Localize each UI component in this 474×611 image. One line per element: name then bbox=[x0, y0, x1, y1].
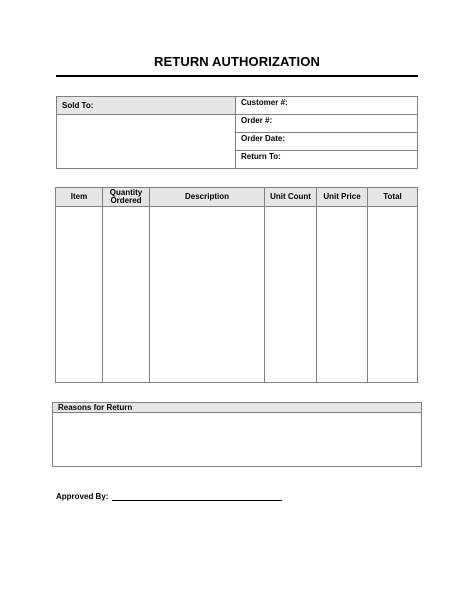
column-body-unit-count[interactable] bbox=[265, 207, 316, 382]
column-header-total: Total bbox=[368, 188, 417, 207]
sold-to-field[interactable] bbox=[57, 115, 236, 168]
column-body-item[interactable] bbox=[56, 207, 102, 382]
column-description bbox=[150, 188, 265, 382]
sold-to-label: Sold To: bbox=[57, 97, 236, 115]
column-unit-count bbox=[265, 188, 317, 382]
column-total bbox=[368, 188, 417, 382]
order-date-field[interactable] bbox=[236, 133, 417, 151]
approval-row bbox=[56, 492, 282, 501]
return-to-label: Return To: bbox=[241, 152, 281, 161]
reasons-box bbox=[52, 402, 422, 467]
order-number-field[interactable] bbox=[236, 115, 417, 133]
order-info-column bbox=[236, 97, 417, 168]
column-body-unit-price[interactable] bbox=[317, 207, 367, 382]
column-header-item: Item bbox=[56, 188, 102, 207]
order-number-label: Order #: bbox=[241, 116, 273, 125]
document-title: RETURN AUTHORIZATION bbox=[154, 54, 320, 69]
column-header-unit-price: Unit Price bbox=[317, 188, 367, 207]
column-item bbox=[56, 188, 103, 382]
order-date-label: Order Date: bbox=[241, 134, 286, 143]
customer-number-label: Customer #: bbox=[241, 98, 288, 107]
header-block bbox=[56, 96, 418, 169]
column-unit-price bbox=[317, 188, 368, 382]
return-to-field[interactable] bbox=[236, 151, 417, 168]
column-quantity bbox=[103, 188, 150, 382]
column-body-total[interactable] bbox=[368, 207, 417, 382]
column-body-description[interactable] bbox=[150, 207, 264, 382]
approved-by-label: Approved By: bbox=[56, 492, 109, 501]
column-header-quantity: Quantity Ordered bbox=[103, 188, 149, 207]
reasons-field[interactable] bbox=[53, 413, 421, 466]
title-divider bbox=[56, 75, 418, 77]
column-body-quantity[interactable] bbox=[103, 207, 149, 382]
column-header-unit-count: Unit Count bbox=[265, 188, 316, 207]
items-table bbox=[55, 187, 418, 383]
customer-number-field[interactable] bbox=[236, 97, 417, 115]
reasons-label: Reasons for Return bbox=[53, 403, 421, 413]
signature-line[interactable] bbox=[112, 492, 282, 501]
column-header-description: Description bbox=[150, 188, 264, 207]
